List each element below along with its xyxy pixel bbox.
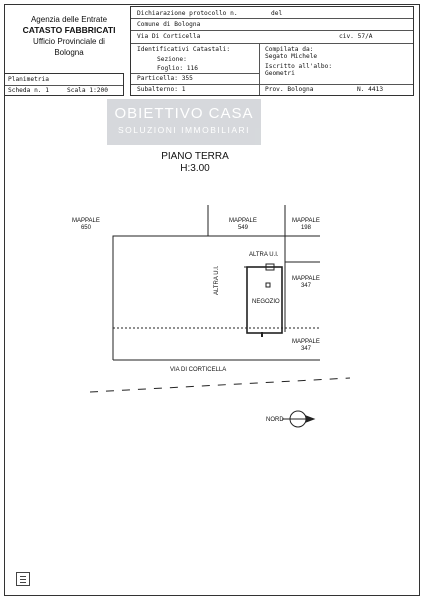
height-label: H:3.00 (180, 163, 210, 174)
scheda-number: Scheda n. 1 (8, 87, 49, 94)
label-mappale-347-b: MAPPALE 347 (292, 339, 320, 352)
provincia-value: Prov. Bologna (265, 86, 314, 93)
label-mappale-347-a: MAPPALE 347 (292, 276, 320, 289)
subalterno-value: Subalterno: 1 (137, 86, 186, 93)
identificativi-label: Identificativi Catastali: (137, 46, 231, 53)
iscritto-value: Geometri (265, 70, 295, 77)
label-altra-ui-top: ALTRA U.I. (249, 252, 279, 258)
catasto-title: CATASTO FABBRICATI (22, 25, 116, 35)
piano-label: PIANO TERRA (161, 151, 229, 162)
label-mappale-549: MAPPALE 549 (229, 218, 257, 231)
comune-value: Comune di Bologna (137, 21, 201, 28)
sezione-label: Sezione: (157, 56, 187, 63)
address-value: Via Di Corticella (137, 33, 201, 40)
label-mappale-198: MAPPALE 198 (292, 218, 320, 231)
albo-number: N. 4413 (357, 86, 384, 93)
foglio-value: Foglio: 116 (157, 65, 198, 72)
planimetria-label: Planimetria (8, 76, 49, 83)
label-negozio: NEGOZIO (252, 299, 280, 305)
compilata-name: Segato Michele (265, 53, 318, 60)
boundary-left-wall (113, 205, 208, 360)
watermark-brand: OBIETTIVO CASA (114, 105, 254, 122)
iscritto-label: Iscritto all'albo: (265, 63, 333, 70)
watermark-tagline: SOLUZIONI IMMOBILIARI (117, 125, 251, 135)
street-centerline (90, 378, 350, 392)
north-arrow-icon (282, 411, 314, 427)
protocol-del: del (271, 10, 283, 17)
civic-number: civ. 57/A (339, 33, 373, 40)
column-marker (266, 283, 270, 287)
compilata-label: Compilata da: (265, 46, 314, 53)
label-nord: NORD (266, 417, 284, 423)
label-street: VIA DI CORTICELLA (170, 367, 227, 373)
protocol-label: Dichiarazione protocollo n. (137, 10, 238, 17)
scala-value: Scala 1:200 (67, 87, 108, 94)
ufficio-label: Ufficio Provinciale di (33, 37, 105, 46)
label-mappale-650: MAPPALE 650 (72, 218, 100, 231)
plan-title (150, 151, 240, 175)
label-altra-ui-side: ALTRA U.I. (214, 265, 220, 295)
particella-value: Particella: 355 (137, 75, 193, 82)
ufficio-city: Bologna (54, 48, 84, 57)
document-list-icon[interactable] (16, 572, 30, 586)
agency-name: Agenzia delle Entrate (30, 15, 108, 24)
